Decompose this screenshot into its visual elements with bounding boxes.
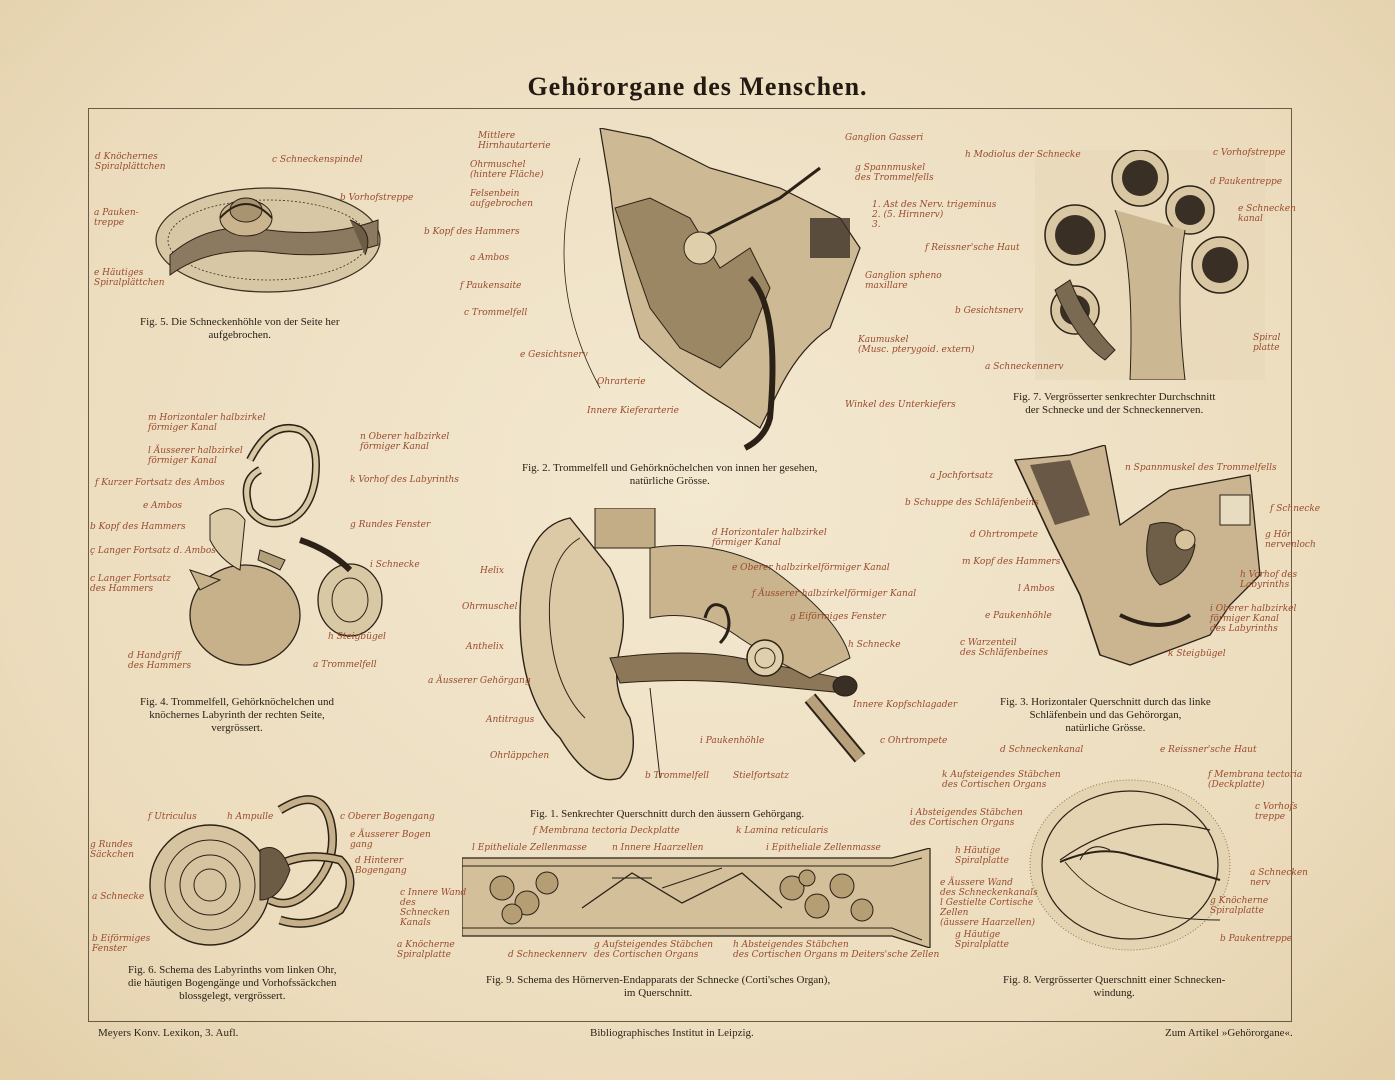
label-fig4	[350, 475, 459, 485]
label-fig7	[1238, 204, 1296, 224]
label-fig4	[90, 574, 171, 594]
caption-line: Fig. 2. Trommelfell und Gehörknöchelchen von innen her gesehen,	[522, 462, 818, 474]
label-fig4	[148, 413, 266, 433]
label-text: c Vorhofs	[1255, 802, 1298, 812]
label-fig3	[962, 557, 1060, 567]
label-fig8	[1220, 934, 1292, 944]
label-text: e Paukenhöhle	[985, 611, 1052, 621]
label-text: b Gesichtsnerv	[955, 306, 1024, 316]
label-text: Innere Kopfschlagader	[853, 700, 958, 710]
label-fig4	[350, 520, 430, 530]
label-fig6	[148, 812, 197, 822]
label-text: n Oberer halbzirkel	[360, 432, 450, 442]
label-fig8	[1210, 896, 1268, 916]
caption-line: die häutigen Bogengänge und Vorhofssäckchen	[128, 977, 337, 989]
label-fig8	[942, 770, 1061, 790]
label-fig1	[645, 771, 709, 781]
label-text: h Häutige	[955, 846, 1001, 856]
label-text: f Kurzer Fortsatz des Ambos	[95, 478, 225, 488]
label-text: Winkel des Unterkiefers	[845, 400, 956, 410]
label-fig3	[905, 498, 1039, 508]
label-fig2	[464, 308, 527, 318]
figure-5-cochlea-cavity	[150, 160, 390, 300]
label-text: f Utriculus	[148, 812, 197, 822]
label-text: (hintere Fläche)	[470, 170, 544, 180]
label-fig3	[1125, 463, 1277, 473]
label-text: Anthelix	[466, 642, 504, 652]
caption-line: Fig. 5. Die Schneckenhöhle von der Seite her	[140, 316, 340, 328]
label-fig2	[424, 227, 520, 237]
label-fig1	[486, 715, 534, 725]
label-text: Spiral	[1253, 333, 1281, 343]
label-fig8	[1000, 745, 1083, 755]
caption-line: im Querschnitt.	[623, 987, 693, 999]
label-text: a Trommelfell	[313, 660, 377, 670]
label-text: des Hammers	[90, 584, 154, 594]
label-text: Hirnhautarterie	[478, 141, 551, 151]
label-fig1	[490, 751, 549, 761]
label-text: a Jochfortsatz	[930, 471, 994, 481]
label-text: h Modiolus der Schnecke	[965, 150, 1081, 160]
label-text: förmiger Kanal	[148, 423, 217, 433]
label-text: a Knöcherne	[397, 940, 455, 950]
caption-line: blossgelegt, vergrössert.	[179, 990, 286, 1002]
label-text: c Vorhofstreppe	[1213, 148, 1286, 158]
label-text: des Hammers	[128, 661, 192, 671]
label-fig3	[1210, 604, 1296, 634]
label-text: förmiger Kanal	[148, 456, 217, 466]
label-text: h Steigbügel	[328, 632, 386, 642]
label-text: b Kopf des Hammers	[424, 227, 520, 237]
label-fig1	[752, 589, 916, 599]
label-text: nerv	[1250, 878, 1271, 888]
label-text: des Cortischen Organs	[910, 818, 1015, 828]
label-fig3	[960, 638, 1048, 658]
label-fig7	[965, 150, 1081, 160]
label-text: e Gesichtsnerv	[520, 350, 588, 360]
label-text: c Oberer Bogengang	[340, 812, 435, 822]
label-text: e Äussere Wand	[940, 878, 1013, 888]
label-fig4	[95, 478, 225, 488]
caption-line: Fig. 3. Horizontaler Querschnitt durch das linke	[1000, 696, 1211, 708]
figure-1-ear-section	[510, 508, 870, 798]
label-text: h Schnecke	[848, 640, 901, 650]
label-text: treppe	[94, 218, 125, 228]
label-fig8	[940, 878, 1038, 898]
label-text: kanal	[1238, 214, 1263, 224]
label-text: Spiralplättchen	[95, 162, 166, 172]
footer-publisher: Bibliographisches Institut in Leipzig.	[590, 1027, 754, 1039]
label-text: f Reissner'sche Haut	[925, 243, 1020, 253]
label-text: Ohrarterie	[597, 377, 646, 387]
label-text: Labyrinths	[1240, 580, 1290, 590]
label-text: f Membrana tectoria	[1208, 770, 1303, 780]
label-fig4	[370, 560, 420, 570]
label-text: g Spannmuskel	[855, 163, 926, 173]
label-text: förmiger Kanal	[360, 442, 429, 452]
label-fig1	[732, 563, 890, 573]
label-text: d Knöchernes	[95, 152, 158, 162]
label-text: förmiger Kanal	[712, 538, 781, 548]
label-text: (äussere Haarzellen)	[940, 918, 1036, 928]
label-text: c Warzenteil	[960, 638, 1017, 648]
label-text: b Schuppe des Schläfenbeins	[905, 498, 1039, 508]
label-text: d Paukentreppe	[1210, 177, 1283, 187]
label-text: m Kopf des Hammers	[962, 557, 1061, 567]
label-text: Helix	[480, 566, 505, 576]
label-fig9	[840, 950, 939, 960]
label-text: Zellen	[940, 908, 969, 918]
label-fig2	[845, 133, 923, 143]
label-text: d Handgriff	[128, 651, 181, 661]
caption-fig3	[1000, 696, 1211, 735]
label-fig1	[428, 676, 531, 686]
label-fig5	[95, 152, 166, 172]
label-fig2	[587, 406, 679, 416]
label-fig9	[766, 843, 881, 853]
label-fig2	[855, 163, 934, 183]
label-text: Innere Kieferarterie	[587, 406, 679, 416]
label-text: k Lamina reticularis	[736, 826, 829, 836]
label-fig4	[90, 522, 186, 532]
label-text: des Cortischen Organs	[942, 780, 1047, 790]
label-text: a Schnecke	[92, 892, 145, 902]
label-text: e Äusserer Bogen	[350, 830, 431, 840]
label-text: i Schnecke	[370, 560, 420, 570]
caption-line: Fig. 6. Schema des Labyrinths vom linken Ohr,	[128, 964, 337, 976]
caption-fig4	[140, 696, 334, 735]
label-fig3	[1270, 504, 1320, 514]
label-text: förmiger Kanal	[1210, 614, 1279, 624]
label-fig4	[360, 432, 449, 452]
label-text: platte	[1253, 343, 1280, 353]
label-fig8	[940, 898, 1035, 928]
label-fig6	[350, 830, 431, 850]
label-text: n Spannmuskel des Trommelfells	[1125, 463, 1277, 473]
label-fig9	[400, 888, 466, 928]
caption-fig5	[140, 316, 339, 342]
label-text: aufgebrochen	[470, 199, 534, 209]
label-text: Spiralplatte	[955, 940, 1009, 950]
label-text: g Eiförmiges Fenster	[790, 612, 886, 622]
label-text: des Trommelfells	[855, 173, 934, 183]
label-text: i Oberer halbzirkel	[1210, 604, 1297, 614]
label-fig3	[970, 530, 1038, 540]
label-text: des Cortischen Organs	[733, 950, 838, 960]
label-fig9	[533, 826, 680, 836]
label-text: d Hinterer	[355, 856, 404, 866]
label-text: Spiralplatte	[1210, 906, 1264, 916]
label-text: g Häutige	[955, 930, 1001, 940]
footer-publication: Meyers Konv. Lexikon, 3. Aufl.	[98, 1027, 239, 1039]
footer-article-ref: Zum Artikel »Gehörorgane«.	[1165, 1027, 1293, 1039]
label-text: h Vorhof des	[1240, 570, 1298, 580]
label-fig6	[227, 812, 273, 822]
label-fig2	[597, 377, 646, 387]
caption-line: vergrössert.	[211, 722, 263, 734]
label-text: Kanals	[400, 918, 431, 928]
caption-line: knöchernes Labyrinth der rechten Seite,	[149, 709, 325, 721]
label-text: h Ampulle	[227, 812, 274, 822]
label-text: b Vorhofstreppe	[340, 193, 414, 203]
caption-fig1	[530, 808, 804, 821]
label-text: c Innere Wand	[400, 888, 467, 898]
label-fig8	[955, 930, 1009, 950]
label-text: d Schneckenkanal	[1000, 745, 1084, 755]
label-fig2	[470, 160, 544, 180]
caption-fig9	[486, 974, 830, 1000]
label-text: e Häutiges	[94, 268, 144, 278]
label-fig8	[910, 808, 1023, 828]
caption-line: Fig. 8. Vergrösserter Querschnitt einer Schnecken-	[1003, 974, 1226, 986]
label-fig7	[985, 362, 1063, 372]
label-fig8	[1250, 868, 1308, 888]
label-text: k Vorhof des Labyrinths	[350, 475, 459, 485]
label-text: maxillare	[865, 281, 908, 291]
label-text: ç Langer Fortsatz d. Ambos	[90, 546, 216, 556]
label-text: c Ohrtrompete	[880, 736, 948, 746]
label-text: des Schneckenkanals	[940, 888, 1038, 898]
label-fig4	[148, 446, 243, 466]
label-fig2	[858, 335, 975, 355]
label-text: c Langer Fortsatz	[90, 574, 171, 584]
label-text: Fenster	[92, 944, 127, 954]
caption-fig7	[1013, 391, 1215, 417]
label-fig1	[462, 602, 517, 612]
label-text: m Horizontaler halbzirkel	[148, 413, 266, 423]
label-text: f Äusserer halbzirkelförmiger Kanal	[752, 589, 917, 599]
label-text: l Ambos	[1018, 584, 1055, 594]
label-fig2	[865, 271, 942, 291]
label-text: b Paukentreppe	[1220, 934, 1293, 944]
caption-line: aufgebrochen.	[208, 329, 272, 341]
label-text: c Schneckenspindel	[272, 155, 363, 165]
label-fig5	[94, 208, 139, 228]
label-fig5	[272, 155, 363, 165]
label-text: a Ambos	[470, 253, 510, 263]
label-text: Ohrmuschel	[462, 602, 518, 612]
label-fig9	[594, 940, 713, 960]
label-text: Bogengang	[355, 866, 407, 876]
label-text: treppe	[1255, 812, 1286, 822]
label-text: Mittlere	[478, 131, 516, 141]
label-text: 3.	[872, 220, 881, 230]
label-fig7	[1253, 333, 1280, 353]
label-fig7	[925, 243, 1020, 253]
label-text: b Kopf des Hammers	[90, 522, 186, 532]
label-fig9	[397, 940, 455, 960]
label-text: b Trommelfell	[645, 771, 710, 781]
label-fig2	[460, 281, 521, 291]
label-fig2	[470, 253, 509, 263]
label-fig6	[92, 934, 150, 954]
label-fig2	[478, 131, 551, 151]
label-fig8	[1208, 770, 1302, 790]
label-text: Schnecken	[400, 908, 450, 918]
label-fig2	[470, 189, 533, 209]
label-fig3	[1265, 530, 1316, 550]
label-text: Antitragus	[486, 715, 535, 725]
label-text: (Deckplatte)	[1208, 780, 1265, 790]
label-fig6	[92, 892, 144, 902]
label-fig8	[1255, 802, 1297, 822]
caption-fig6	[128, 964, 337, 1003]
label-fig1	[790, 612, 886, 622]
label-text: d Ohrtrompete	[970, 530, 1039, 540]
caption-line: Fig. 4. Trommelfell, Gehörknöchelchen und	[140, 696, 335, 708]
label-text: Spiralplatte	[397, 950, 451, 960]
label-fig3	[1240, 570, 1297, 590]
label-text: e Reissner'sche Haut	[1160, 745, 1257, 755]
label-text: 1. Ast des Nerv. trigeminus	[872, 200, 997, 210]
label-text: e Schnecken	[1238, 204, 1296, 214]
plate-title: Gehörorgane des Menschen.	[527, 72, 868, 101]
label-text: l Epitheliale Zellenmasse	[472, 843, 587, 853]
label-text: k Steigbügel	[1168, 649, 1226, 659]
caption-line: natürliche Grösse.	[629, 475, 710, 487]
label-text: gang	[350, 840, 373, 850]
label-text: g Rundes	[90, 840, 133, 850]
label-text: des Schläfenbeines	[960, 648, 1048, 658]
label-fig2	[872, 200, 996, 230]
label-text: g Hör	[1265, 530, 1292, 540]
label-text: Ohrmuschel	[470, 160, 526, 170]
label-text: g Aufsteigendes Stäbchen	[594, 940, 714, 950]
label-fig1	[480, 566, 504, 576]
label-text: Spiralplättchen	[94, 278, 165, 288]
label-text: f Schnecke	[1270, 504, 1321, 514]
label-text: e Oberer halbzirkelförmiger Kanal	[732, 563, 890, 573]
label-text: nervenloch	[1265, 540, 1316, 550]
label-text: d Horizontaler halbzirkel	[712, 528, 827, 538]
label-text: l Äusserer halbzirkel	[148, 446, 243, 456]
label-text: a Pauken-	[94, 208, 139, 218]
label-text: Felsenbein	[470, 189, 520, 199]
label-fig4	[143, 501, 182, 511]
label-text: 2. (5. Hirnnerv)	[872, 210, 944, 220]
label-text: Säckchen	[90, 850, 134, 860]
label-text: des Cortischen Organs	[594, 950, 699, 960]
label-fig1	[700, 736, 764, 746]
label-fig7	[1210, 177, 1282, 187]
label-text: l Gestielte Cortische	[940, 898, 1034, 908]
label-text: des Labyrinths	[1210, 624, 1278, 634]
label-text: f Paukensaite	[460, 281, 522, 291]
label-text: b Eiförmiges	[92, 934, 151, 944]
caption-line: Schläfenbein und das Gehörorgan,	[1029, 709, 1182, 721]
label-fig1	[880, 736, 947, 746]
label-fig3	[1168, 649, 1226, 659]
label-fig6	[90, 840, 134, 860]
label-text: c Trommelfell	[464, 308, 528, 318]
label-text: i Paukenhöhle	[700, 736, 765, 746]
label-text: Spiralplatte	[955, 856, 1009, 866]
label-text: (Musc. pterygoid. extern)	[858, 345, 975, 355]
label-text: n Innere Haarzellen	[612, 843, 704, 853]
label-fig2	[520, 350, 588, 360]
label-fig1	[466, 642, 504, 652]
label-fig3	[985, 611, 1052, 621]
label-fig9	[612, 843, 703, 853]
label-fig4	[128, 651, 191, 671]
label-text: g Knöcherne	[1210, 896, 1269, 906]
caption-fig8	[1003, 974, 1225, 1000]
label-text: a Äusserer Gehörgang	[428, 676, 531, 686]
label-fig9	[472, 843, 587, 853]
label-fig1	[853, 700, 957, 710]
label-fig1	[733, 771, 789, 781]
label-fig9	[733, 940, 849, 960]
label-text: Ganglion spheno	[865, 271, 942, 281]
label-text: d Schneckennerv	[508, 950, 587, 960]
label-text: a Schneckennerv	[985, 362, 1064, 372]
label-fig3	[1018, 584, 1055, 594]
caption-fig2	[522, 462, 817, 488]
label-fig8	[1160, 745, 1257, 755]
label-text: Kaumuskel	[858, 335, 909, 345]
label-fig5	[340, 193, 413, 203]
caption-line: Fig. 1. Senkrechter Querschnitt durch den äussern Gehörgang.	[530, 808, 805, 820]
label-text: m Deiters'sche Zellen	[840, 950, 940, 960]
label-text: Stielfortsatz	[733, 771, 789, 781]
caption-line: Fig. 9. Schema des Hörnerven-Endapparats der Schnecke (Corti'sches Organ),	[486, 974, 831, 986]
figure-2-eardrum-ossicles	[520, 128, 880, 458]
label-text: Ohrläppchen	[490, 751, 550, 761]
label-text: h Absteigendes Stäbchen	[733, 940, 849, 950]
label-fig1	[712, 528, 827, 548]
label-text: k Aufsteigendes Stäbchen	[942, 770, 1061, 780]
label-text: a Schnecken	[1250, 868, 1308, 878]
label-fig6	[355, 856, 407, 876]
figure-8-cochlear-winding	[1020, 770, 1260, 960]
label-fig1	[848, 640, 901, 650]
label-text: i Absteigendes Stäbchen	[910, 808, 1023, 818]
caption-line: der Schnecke und der Schneckennerven.	[1025, 404, 1204, 416]
label-fig4	[313, 660, 377, 670]
label-fig7	[1213, 148, 1286, 158]
label-fig4	[90, 546, 216, 556]
label-fig2	[845, 400, 956, 410]
label-fig9	[736, 826, 828, 836]
label-fig3	[930, 471, 993, 481]
label-fig8	[955, 846, 1009, 866]
label-fig6	[340, 812, 435, 822]
label-fig7	[955, 306, 1023, 316]
label-text: des	[400, 898, 416, 908]
caption-line: natürliche Grösse.	[1065, 722, 1146, 734]
label-text: f Membrana tectoria Deckplatte	[533, 826, 680, 836]
label-fig5	[94, 268, 165, 288]
label-text: e Ambos	[143, 501, 183, 511]
label-text: g Rundes Fenster	[350, 520, 431, 530]
label-text: i Epitheliale Zellenmasse	[766, 843, 881, 853]
label-fig9	[508, 950, 587, 960]
label-fig4	[328, 632, 386, 642]
caption-line: Fig. 7. Vergrösserter senkrechter Durchschnitt	[1013, 391, 1216, 403]
caption-line: windung.	[1093, 987, 1135, 999]
label-text: Ganglion Gasseri	[845, 133, 924, 143]
figure-9-organ-of-corti	[462, 848, 932, 948]
